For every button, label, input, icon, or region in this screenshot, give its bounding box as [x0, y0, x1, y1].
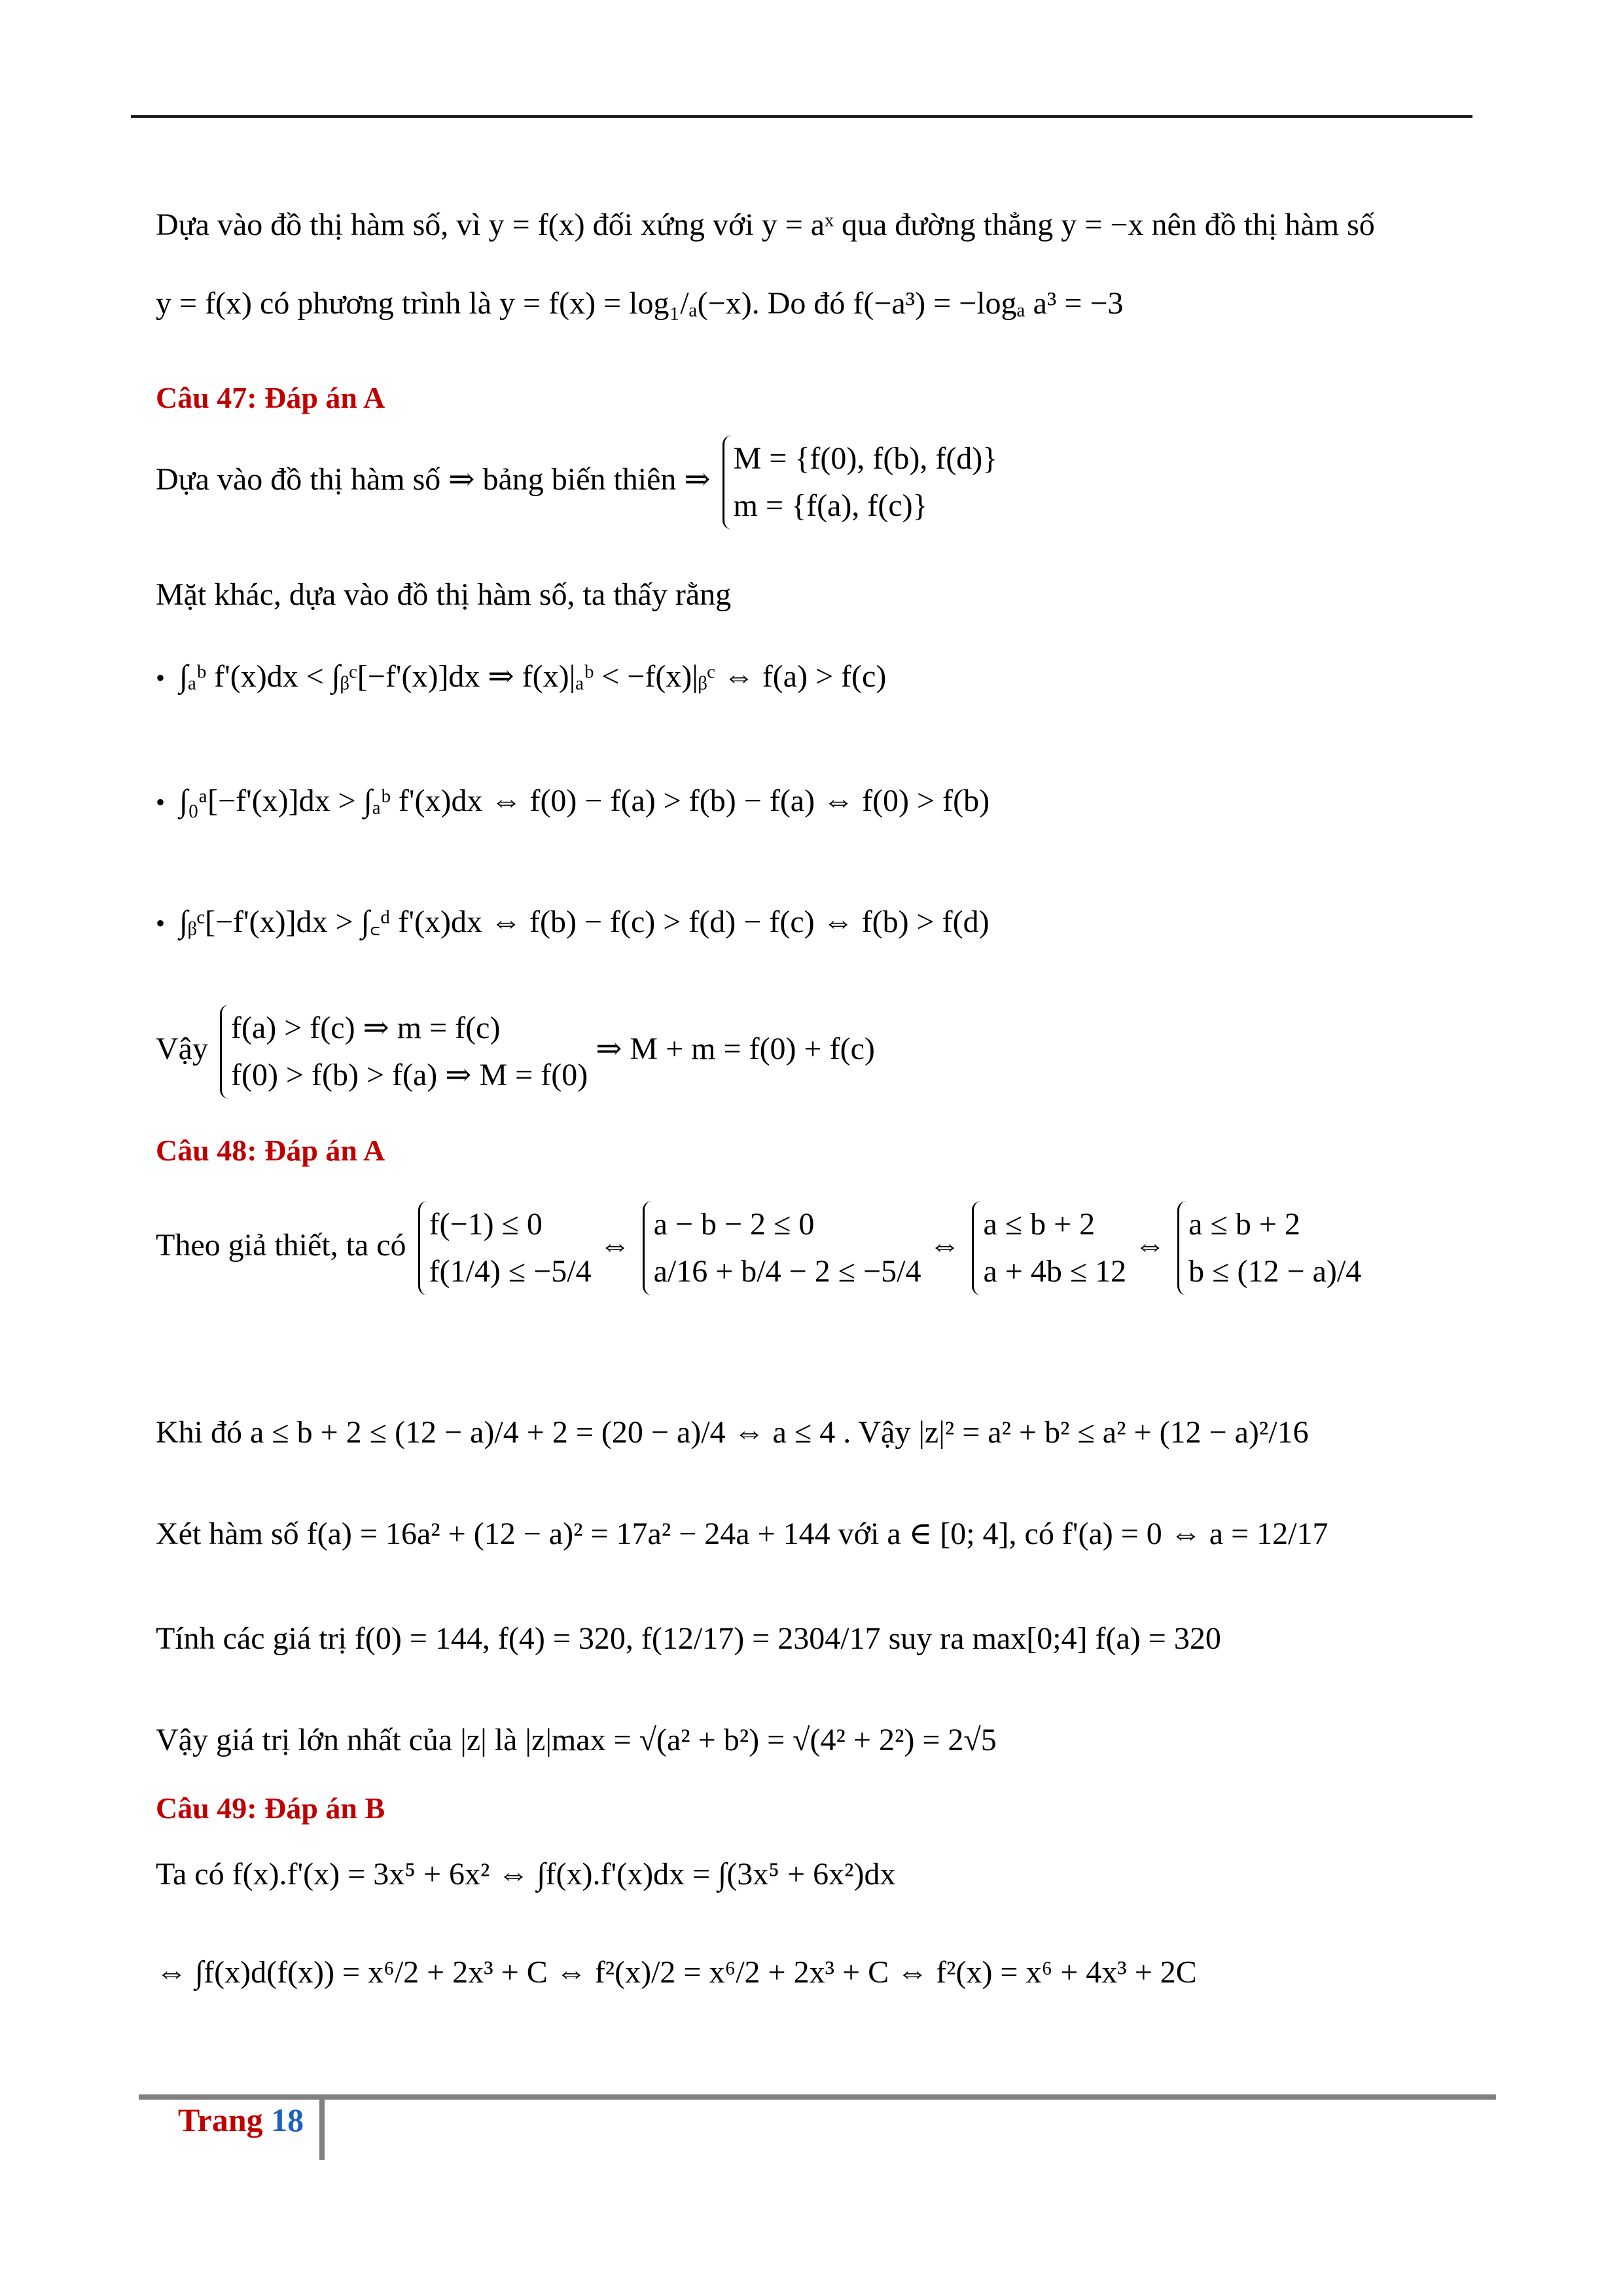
footer-divider: [319, 2097, 325, 2160]
hypothesis-system-1: [418, 1201, 592, 1295]
footer-label: Trang: [178, 2102, 263, 2138]
bullet-2-text: ∫₀ᵃ[−f'(x)]dx > ∫ₐᵇ f'(x)dx ⇔ f(0) − f(a) > f(b) − f(a) ⇔ f(0) > f(b): [179, 783, 990, 818]
conclusion-system: [220, 1005, 588, 1099]
bullet-3-text: ∫ᵦᶜ[−f'(x)]dx > ∫꜀ᵈ f'(x)dx ⇔ f(b) − f(c) > f(d) − f(c) ⇔ f(b) > f(d): [179, 905, 990, 939]
hyp-4-row-1: a ≤ b + 2: [1188, 1207, 1300, 1242]
bullet-dot: •: [156, 908, 166, 938]
hyp-3-row-1: a ≤ b + 2: [983, 1207, 1096, 1242]
text-line-3: [156, 435, 997, 529]
hyp-1-row-2: f(1/4) ≤ −5/4: [429, 1254, 592, 1289]
hypothesis-label: Theo giả thiết, ta có: [156, 1228, 406, 1263]
page-number: 18: [271, 2102, 304, 2138]
hypothesis-system-2: [643, 1201, 921, 1295]
text-tinh-gia-tri: Tính các giá trị f(0) = 144, f(4) = 320, f(12/17) = 2304/17 suy ra max[0;4] f(a) = 320: [156, 1621, 1221, 1656]
header-rule: [131, 115, 1472, 118]
hypothesis-line: Theo giả thiết, ta có f(−1) ≤ 0 f(1/4) ≤ −5/4 ⇔ a − b − 2 ≤ 0 a/16 + b/4 − 2 ≤ −5/4 ⇔ a ≤ b + 2 a + 4b ≤ 12 ⇔ a ≤ b + 2 b ≤ (12 − a)/4: [156, 1201, 1361, 1295]
text-line-3-prefix: Dựa vào đồ thị hàm số ⇒ bảng biến thiên ⇒: [156, 462, 711, 497]
hyp-3-row-2: a + 4b ≤ 12: [983, 1254, 1127, 1289]
bullet-1-text: ∫ₐᵇ f'(x)dx < ∫ᵦᶜ[−f'(x)]dx ⇒ f(x)|ₐᵇ < −f(x)|ᵦᶜ ⇔ f(a) > f(c): [179, 659, 887, 694]
hypothesis-system-3: [972, 1201, 1126, 1295]
bullet-1: [156, 658, 886, 696]
text-khi-do: Khi đó a ≤ b + 2 ≤ (12 − a)/4 + 2 = (20 − a)/4 ⇔ a ≤ 4 . Vậy |z|² = a² + b² ≤ a² + (12 − a)²/16: [156, 1415, 1309, 1450]
text-last-equation: ⇔ ∫f(x)d(f(x)) = x⁶/2 + 2x³ + C ⇔ f²(x)/2 = x⁶/2 + 2x³ + C ⇔ f²(x) = x⁶ + 4x³ + 2C: [156, 1955, 1197, 1990]
bullet-2: [156, 782, 990, 820]
hypothesis-system-4: [1177, 1201, 1361, 1295]
system-max-min: [722, 435, 998, 529]
system-min-row: m = {f(a), f(c)}: [733, 488, 928, 523]
question-48-heading: Câu 48: Đáp án A: [156, 1134, 385, 1167]
question-47-heading: Câu 47: Đáp án A: [156, 381, 385, 414]
hyp-2-row-2: a/16 + b/4 − 2 ≤ −5/4: [653, 1254, 921, 1289]
conclusion-tail: ⇒ M + m = f(0) + f(c): [596, 1031, 875, 1067]
hyp-4-row-2: b ≤ (12 − a)/4: [1188, 1254, 1362, 1289]
conclusion-row-1: f(a) > f(c) ⇒ m = f(c): [230, 1011, 501, 1045]
bullet-dot: •: [156, 663, 166, 692]
text-line-2: y = f(x) có phương trình là y = f(x) = log₁/ₐ(−x). Do đó f(−a³) = −logₐ a³ = −3: [156, 286, 1124, 321]
text-ta-co: Ta có f(x).f'(x) = 3x⁵ + 6x² ⇔ ∫f(x).f'(x)dx = ∫(3x⁵ + 6x²)dx: [156, 1857, 896, 1892]
system-max-row: M = {f(0), f(b), f(d)}: [733, 441, 998, 476]
text-line-1: Dựa vào đồ thị hàm số, vì y = f(x) đối xứng với y = aˣ qua đường thẳng y = −x nên đồ thị hàm số: [156, 207, 1375, 242]
bullet-3: [156, 903, 990, 941]
bullet-dot: •: [156, 787, 166, 817]
conclusion-47: [156, 1005, 875, 1099]
hyp-2-row-1: a − b − 2 ≤ 0: [653, 1207, 815, 1242]
conclusion-row-2: f(0) > f(b) > f(a) ⇒ M = f(0): [230, 1058, 588, 1092]
text-line-4: Mặt khác, dựa vào đồ thị hàm số, ta thấy rằng: [156, 577, 732, 612]
conclusion-label: Vậy: [156, 1031, 208, 1067]
question-49-heading: Câu 49: Đáp án B: [156, 1791, 385, 1825]
footer-rule: [139, 2094, 1496, 2100]
page-footer: [178, 2101, 304, 2139]
text-xet-ham-so: Xét hàm số f(a) = 16a² + (12 − a)² = 17a² − 24a + 144 với a ∈ [0; 4], có f'(a) = 0 ⇔ a = 12/17: [156, 1516, 1329, 1551]
hyp-1-row-1: f(−1) ≤ 0: [429, 1207, 543, 1242]
text-gia-tri-lon-nhat: Vậy giá trị lớn nhất của |z| là |z|max = √(a² + b²) = √(4² + 2²) = 2√5: [156, 1723, 997, 1757]
